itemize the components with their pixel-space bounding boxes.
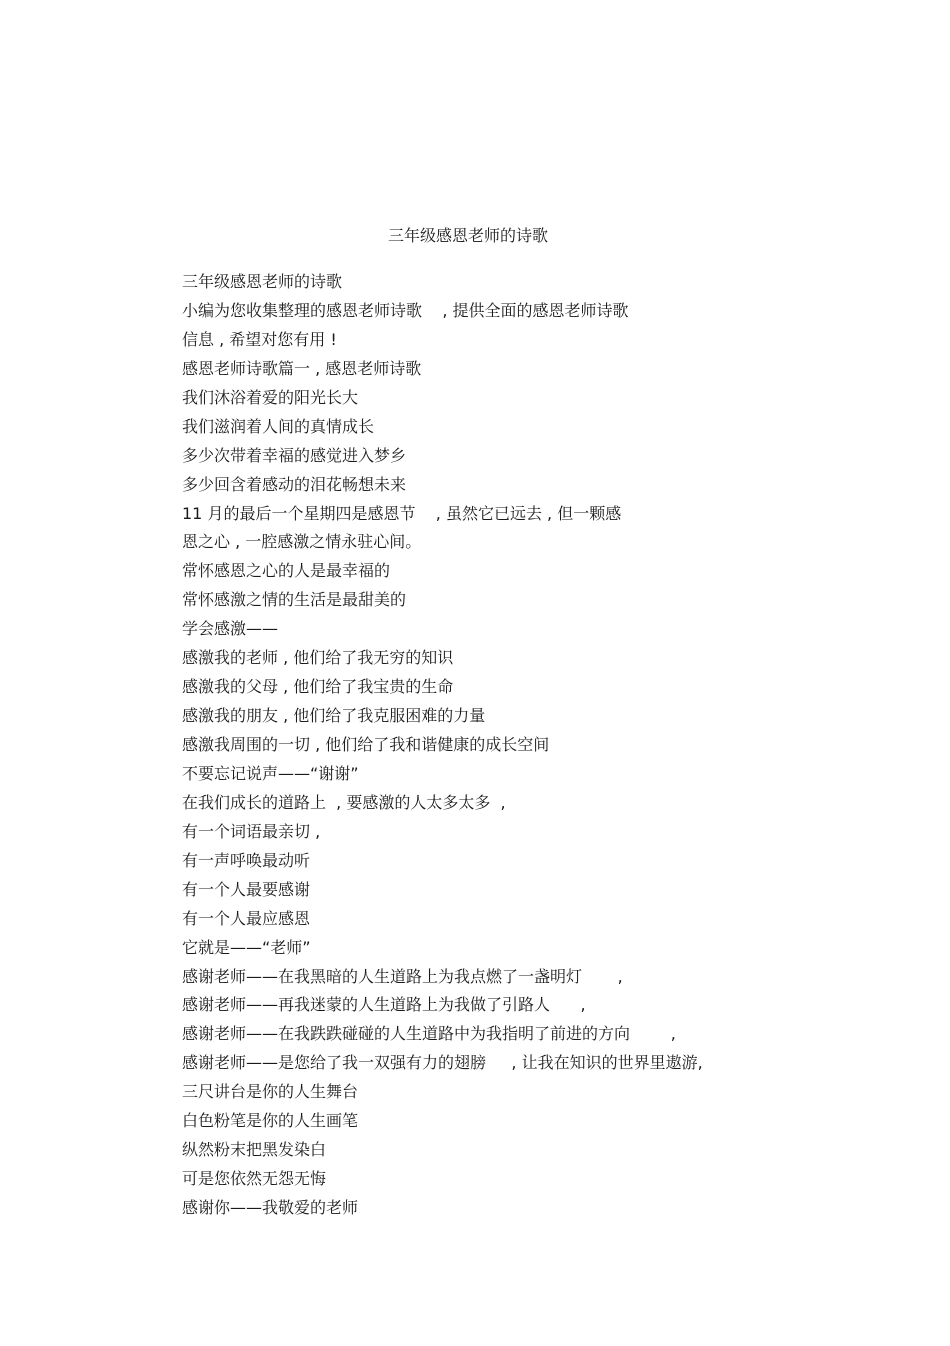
- text-line: 常怀感激之情的生活是最甜美的: [182, 590, 407, 610]
- text-line: 感激我的父母 , 他们给了我宝贵的生命: [182, 677, 454, 697]
- text-line: 有一个人最应感恩: [182, 908, 311, 928]
- text-line: 感恩老师诗歌篇一 , 感恩老师诗歌: [182, 358, 422, 378]
- text-line: 我们沐浴着爱的阳光长大: [182, 387, 359, 407]
- text-line: 感谢老师——是您给了我一双强有力的翅膀 , 让我在知识的世界里遨游,: [182, 1053, 703, 1073]
- text-line: 常怀感恩之心的人是最幸福的: [182, 561, 391, 581]
- text-line: 感激我的老师 , 他们给了我无穷的知识: [182, 648, 454, 668]
- text-line: 感谢老师——在我跌跌碰碰的人生道路中为我指明了前进的方向 ,: [182, 1024, 676, 1044]
- text-line: 11 月的最后一个星期四是感恩节 , 虽然它已远去 , 但一颗感: [182, 503, 622, 523]
- text-line: 不要忘记说声——“谢谢”: [182, 763, 359, 783]
- text-line: 我们滋润着人间的真情成长: [182, 416, 375, 436]
- text-line: 有一个词语最亲切 ,: [182, 821, 321, 841]
- text-line: 感谢你——我敬爱的老师: [182, 1198, 359, 1217]
- text-line: 感激我的朋友 , 他们给了我克服困难的力量: [182, 706, 486, 726]
- text-line: 感谢老师——在我黑暗的人生道路上为我点燃了一盏明灯 ,: [182, 966, 623, 986]
- text-line: 三尺讲台是你的人生舞台: [182, 1082, 359, 1102]
- text-line: 信息 , 希望对您有用 !: [182, 329, 337, 349]
- text-line: 三年级感恩老师的诗歌: [182, 272, 343, 291]
- text-line: 有一声呼唤最动听: [182, 850, 311, 870]
- text-line: 感激我周围的一切 , 他们给了我和谐健康的成长空间: [182, 735, 550, 754]
- text-line: 纵然粉末把黑发染白: [182, 1140, 327, 1160]
- text-line: 感谢老师——再我迷蒙的人生道路上为我做了引路人 ,: [182, 995, 586, 1015]
- text-line: 有一个人最要感谢: [182, 879, 311, 899]
- text-line: 多少次带着幸福的感觉进入梦乡: [182, 445, 407, 465]
- text-line: 在我们成长的道路上 , 要感激的人太多太多 ,: [182, 792, 506, 812]
- text-line: 可是您依然无怨无悔: [182, 1169, 327, 1189]
- text-line: 学会感激——: [182, 619, 279, 639]
- text-line: 小编为您收集整理的感恩老师诗歌 , 提供全面的感恩老师诗歌: [182, 300, 629, 320]
- text-line: 白色粉笔是你的人生画笔: [182, 1111, 359, 1131]
- text-line: 它就是——“老师”: [182, 937, 311, 957]
- document-body: [182, 268, 922, 1223]
- document-title: 三年级感恩老师的诗歌: [387, 226, 548, 245]
- text-line: 恩之心 , 一腔感激之情永驻心间。: [182, 532, 422, 552]
- text-line: 多少回含着感动的泪花畅想未来: [182, 474, 407, 494]
